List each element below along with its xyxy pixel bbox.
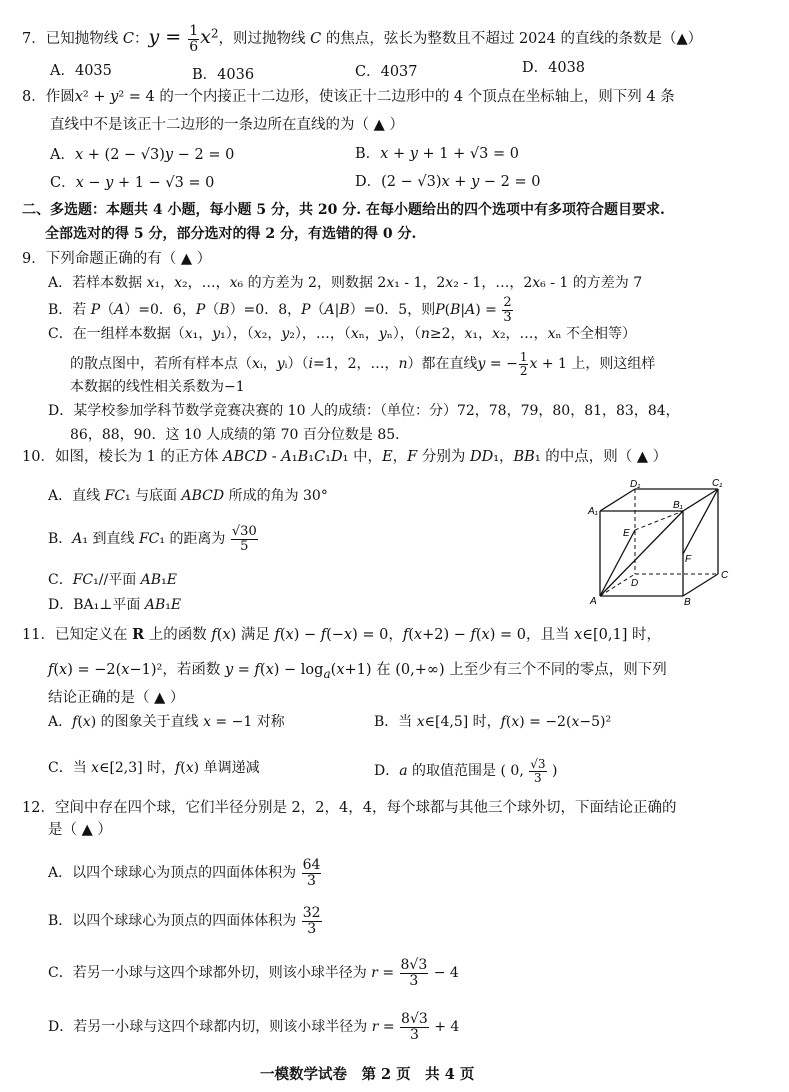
q12-option-b: B．以四个球球心为顶点的四面体体积为 $\frac{32}{3}$ (48, 905, 321, 937)
q7-option-c: C．4037 (355, 64, 418, 80)
q8-option-b: B．x + y + 1 + √3 = 0 (355, 146, 519, 162)
label-c: C (721, 570, 729, 581)
q8-option-a: A．x + (2 − √3)y − 2 = 0 (50, 147, 235, 163)
label-d1: D₁ (630, 479, 641, 490)
q12-line2: 是（ ▲ ） (48, 822, 112, 838)
label-f: F (685, 554, 692, 565)
label-a: A (590, 596, 597, 607)
q11-option-c: C．当 x∈[2,3] 时，f(x) 单调递减 (48, 760, 260, 776)
q10-option-a: A．直线 FC₁ 与底面 ABCD 所成的角为 30° (48, 488, 328, 504)
label-b1: B₁ (673, 500, 683, 511)
q10-stem: 10．如图，棱长为 1 的正方体 ABCD - A₁B₁C₁D₁ 中，E，F 分别为 DD₁，BB₁ 的中点，则（ ▲ ） (22, 449, 668, 465)
q7-option-a: A．4035 (50, 63, 112, 79)
q8-option-d: D．(2 − √3)x + y − 2 = 0 (355, 174, 541, 190)
q8-option-c: C．x − y + 1 − √3 = 0 (50, 175, 215, 191)
q10-option-d: D．BA₁⊥平面 AB₁E (48, 597, 182, 613)
q12-option-d: D．若另一小球与这四个球都内切，则该小球半径为 r = $\frac{8√3}{3}$ + 4 (48, 1011, 460, 1043)
label-a1: A₁ (588, 506, 598, 517)
q12-option-a: A．以四个球球心为顶点的四面体体积为 $\frac{64}{3}$ (48, 857, 321, 889)
label-c1: C₁ (712, 478, 723, 489)
q9-option-b: B．若 P（A）=0．6，P（B）=0．8，P（A|B）=0．5，则P(B|A) = $\frac{2}{3}$ (48, 295, 512, 325)
label-d: D (631, 578, 639, 589)
q12-option-c: C．若另一小球与这四个球都外切，则该小球半径为 r = $\frac{8√3}{3}$ − 4 (48, 957, 459, 989)
q10-option-b: B．A₁ 到直线 FC₁ 的距离为 $\frac{√30}{5}$ (48, 524, 257, 554)
q11-line1: 11．已知定义在 R 上的函数 f(x) 满足 f(x) − f(−x) = 0，f(x+2) − f(x) = 0，且当 x∈[0,1] 时， (22, 626, 661, 643)
q11-option-d: D．a 的取值范围是 ( 0, $\frac{√3}{3}$ ) (374, 757, 558, 785)
q12-line1: 12．空间中存在四个球，它们半径分别是 2，2，4，4，每个球都与其他三个球外切，下面结论正确的 (22, 800, 677, 816)
q10-option-c: C．FC₁//平面 AB₁E (48, 572, 177, 588)
q9-option-c-line2: 的散点图中，若所有样本点（xᵢ，yᵢ）（i=1，2，…，n）都在直线y = − $\frac{1}{2}$ x + 1 上，则这组样 (70, 350, 656, 378)
q9-option-c-line1: C．在一组样本数据（x₁，y₁），（x₂，y₂），…，（xₙ，yₙ），（n≥2，x₁，x₂，…，xₙ 不全相等） (48, 326, 636, 342)
q11-line2: f(x) = −2(x−1)²，若函数 $y = f(x) - \log_a(x+1)$ 在 (0,+∞) 上至少有三个不同的零点，则下列 (48, 662, 667, 681)
q11-option-a: A．f(x) 的图象关于直线 x = −1 对称 (48, 714, 285, 730)
q11-line3: 结论正确的是（ ▲ ） (48, 690, 185, 706)
q9-option-c-line3: 本数据的线性相关系数为−1 (70, 379, 245, 395)
q8-stem-line2: 直线中不是该正十二边形的一条边所在直线的为（ ▲ ） (50, 117, 404, 133)
q7-option-b: B．4036 (192, 67, 255, 83)
q8-stem-line1: 8．作圆x² + y² = 4 的一个内接正十二边形，使该正十二边形中的 4 个顶点在坐标轴上，则下列 4 条 (22, 89, 675, 105)
label-b: B (684, 597, 691, 608)
q7-stem: 7．已知抛物线 C：y = $\frac{1}{6}$ $x^2$，则过抛物线 C 的焦点，弦长为整数且不超过 2024 的直线的条数是（▲） (22, 23, 703, 55)
section2-header-line2: 全部选对的得 5 分，部分选对的得 2 分，有选错的得 0 分. (45, 226, 417, 242)
q9-option-d-line1: D．某学校参加学科节数学竞赛决赛的 10 人的成绩：（单位：分）72，78，79，80，81，83，84， (48, 403, 680, 419)
cube-figure (585, 478, 735, 608)
q9-stem: 9．下列命题正确的有（ ▲ ） (22, 251, 212, 267)
q11-option-b: B．当 x∈[4,5] 时，f(x) = −2(x−5)² (374, 714, 612, 730)
section2-header-line1: 二、多选题：本题共 4 小题，每小题 5 分，共 20 分. 在每小题给出的四个选项中有多项符合题目要求. (22, 202, 665, 218)
page-footer: 一模数学试卷 第 2 页 共 4 页 (260, 1066, 475, 1083)
q9-option-a: A．若样本数据 x₁，x₂，…，x₆ 的方差为 2，则数据 2x₁ - 1，2x₂ - 1，…，2x₆ - 1 的方差为 7 (48, 275, 643, 291)
label-e: E (623, 528, 630, 539)
q7-option-d: D．4038 (522, 60, 586, 76)
q9-option-d-line2: 86，88，90．这 10 人成绩的第 70 百分位数是 85． (70, 427, 410, 443)
